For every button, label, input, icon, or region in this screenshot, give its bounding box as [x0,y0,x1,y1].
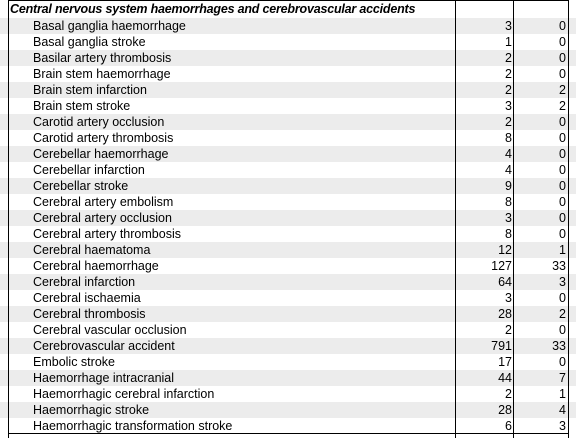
term-cell: Cerebral thrombosis [33,307,146,321]
count-cell-2: 0 [559,211,566,225]
count-cell-2: 0 [559,291,566,305]
table-row [0,370,576,386]
table-row [0,386,576,402]
count-cell-2: 33 [552,259,566,273]
table-row [0,18,576,34]
table-row [0,402,576,418]
table-row [0,50,576,66]
term-cell: Cerebral vascular occlusion [33,323,187,337]
term-cell: Haemorrhagic cerebral infarction [33,387,215,401]
count-cell-1: 12 [498,243,512,257]
column-divider-right [568,0,569,438]
term-cell: Brain stem stroke [33,99,131,113]
table-row [0,194,576,210]
count-cell-1: 4 [505,147,512,161]
table-row [0,82,576,98]
count-cell-2: 0 [559,195,566,209]
count-cell-1: 791 [491,339,512,353]
count-cell-2: 1 [559,387,566,401]
term-cell: Carotid artery thrombosis [33,131,174,145]
table-row [0,322,576,338]
table-row [0,114,576,130]
count-cell-2: 0 [559,115,566,129]
count-cell-2: 0 [559,227,566,241]
count-cell-1: 3 [505,99,512,113]
count-cell-2: 0 [559,147,566,161]
count-cell-2: 0 [559,19,566,33]
count-cell-2: 0 [559,35,566,49]
table-row [0,418,576,434]
column-divider-left [8,0,9,438]
count-cell-2: 0 [559,163,566,177]
term-cell: Basal ganglia haemorrhage [33,19,186,33]
count-cell-1: 2 [505,115,512,129]
count-cell-1: 8 [505,227,512,241]
count-cell-1: 3 [505,19,512,33]
count-cell-2: 0 [559,355,566,369]
table-row [0,98,576,114]
term-cell: Cerebral infarction [33,275,136,289]
term-cell: Basilar artery thrombosis [33,51,172,65]
count-cell-1: 4 [505,163,512,177]
count-cell-1: 2 [505,67,512,81]
column-divider-counts [455,0,456,438]
count-cell-2: 3 [559,419,566,433]
header-top-border [8,0,568,1]
count-cell-2: 2 [559,99,566,113]
term-cell: Basal ganglia stroke [33,35,146,49]
table-row [0,354,576,370]
table-row [0,338,576,354]
count-cell-1: 1 [505,35,512,49]
count-cell-2: 0 [559,51,566,65]
count-cell-2: 7 [559,371,566,385]
term-cell: Brain stem infarction [33,83,147,97]
table-row [0,258,576,274]
count-cell-1: 17 [498,355,512,369]
term-cell: Cerebellar stroke [33,179,129,193]
count-cell-1: 2 [505,83,512,97]
table-row [0,66,576,82]
term-cell: Haemorrhagic stroke [33,403,150,417]
count-cell-1: 2 [505,323,512,337]
table-row [0,162,576,178]
count-cell-1: 6 [505,419,512,433]
table-row [0,146,576,162]
count-cell-1: 44 [498,371,512,385]
count-cell-1: 9 [505,179,512,193]
count-cell-1: 28 [498,403,512,417]
count-cell-1: 2 [505,51,512,65]
section-title: Central nervous system haemorrhages and cerebrovascular accidents [10,2,416,16]
count-cell-1: 127 [491,259,512,273]
column-divider-mid [513,0,514,438]
table-row [0,210,576,226]
term-cell: Cerebral ischaemia [33,291,141,305]
term-cell: Embolic stroke [33,355,115,369]
term-cell: Cerebral artery occlusion [33,211,172,225]
count-cell-2: 2 [559,307,566,321]
count-cell-2: 0 [559,323,566,337]
count-cell-1: 3 [505,211,512,225]
term-cell: Haemorrhagic transformation stroke [33,419,233,433]
table-row [0,306,576,322]
table-row [0,274,576,290]
count-cell-2: 33 [552,339,566,353]
term-cell: Cerebrovascular accident [33,339,175,353]
term-cell: Haemorrhage intracranial [33,371,175,385]
count-cell-1: 8 [505,195,512,209]
term-cell: Brain stem haemorrhage [33,67,171,81]
table-row [0,34,576,50]
table-row [0,178,576,194]
term-cell: Carotid artery occlusion [33,115,165,129]
count-cell-1: 2 [505,387,512,401]
table-row [0,242,576,258]
count-cell-2: 3 [559,275,566,289]
count-cell-1: 28 [498,307,512,321]
term-cell: Cerebral artery embolism [33,195,174,209]
table-row [0,130,576,146]
table-bottom-border [8,433,568,434]
count-cell-2: 0 [559,179,566,193]
count-cell-2: 4 [559,403,566,417]
term-cell: Cerebral haematoma [33,243,151,257]
count-cell-2: 2 [559,83,566,97]
table-row [0,226,576,242]
count-cell-1: 3 [505,291,512,305]
count-cell-2: 1 [559,243,566,257]
term-cell: Cerebellar haemorrhage [33,147,169,161]
term-cell: Cerebral haemorrhage [33,259,159,273]
table-row [0,290,576,306]
term-cell: Cerebral artery thrombosis [33,227,181,241]
count-cell-1: 64 [498,275,512,289]
count-cell-2: 0 [559,131,566,145]
term-cell: Cerebellar infarction [33,163,145,177]
count-cell-1: 8 [505,131,512,145]
count-cell-2: 0 [559,67,566,81]
